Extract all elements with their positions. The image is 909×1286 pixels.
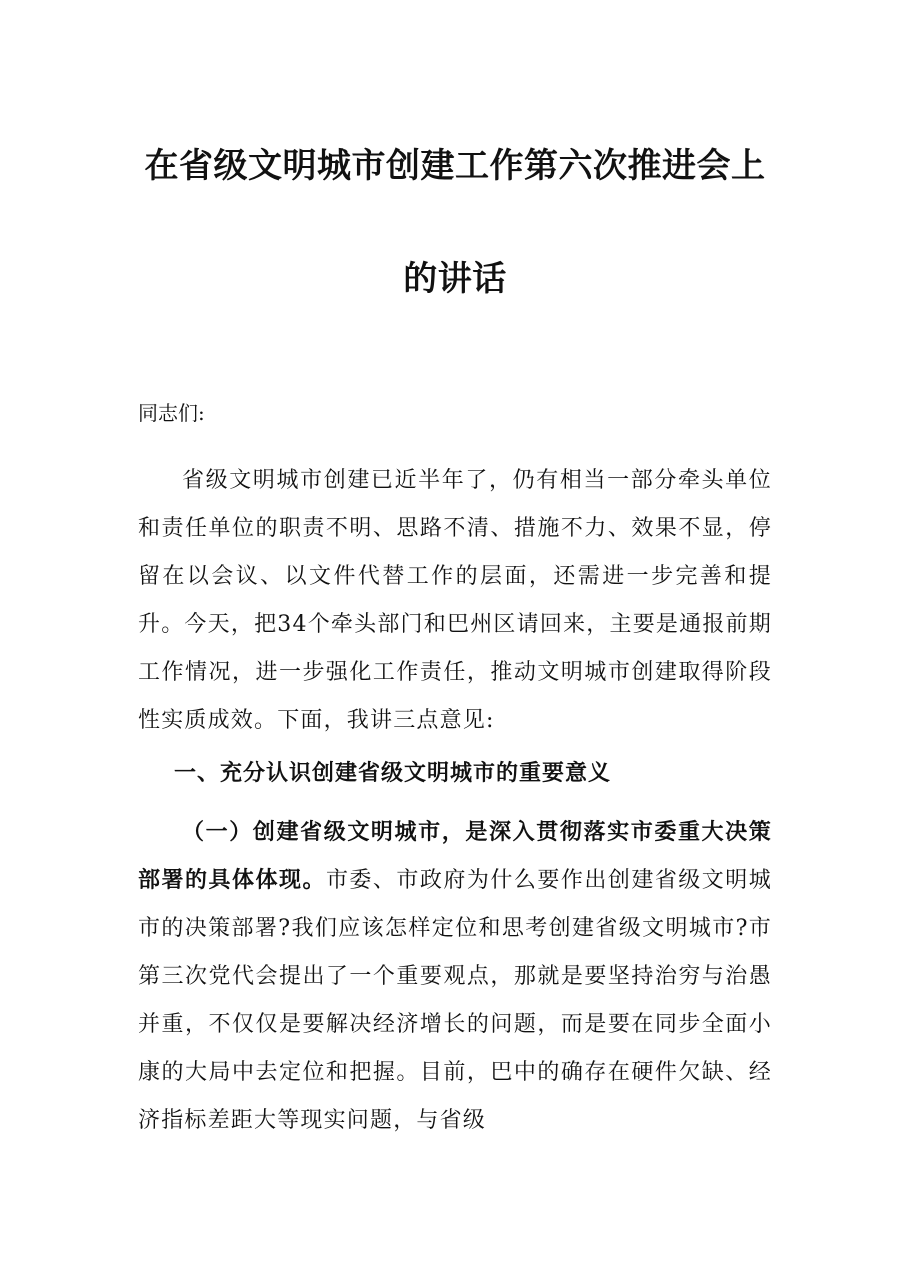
point-1-paragraph xyxy=(138,809,772,1145)
section-heading-1: 一、充分认识创建省级文明城市的重要意义 xyxy=(174,761,612,786)
point-1-lead: （一）创建省级文明城市，是深入贯彻落实市委重大决策部署的具体体现。 xyxy=(138,820,772,893)
point-1-body: 市委、市政府为什么要作出创建省级文明城市的决策部署?我们应该怎样定位和思考创建省级文明城市?市第三次党代会提出了一个重要观点，那就是要坚持治穷与治愚并重，不仅仅是要解决经济增长的问题，而是要在同步全面小康的大局中去定位和把握。目前，巴中的确存在硬件欠缺、经济指标差距大等现实问题，与省级 xyxy=(138,868,772,1133)
opening-paragraph: 省级文明城市创建已近半年了，仍有相当一部分牵头单位和责任单位的职责不明、思路不清、措施不力、效果不显，停留在以会议、以文件代替工作的层面，还需进一步完善和提升。今天，把34个牵头部门和巴州区请回来，主要是通报前期工作情况，进一步强化工作责任，推动文明城市创建取得阶段性实质成效。下面，我讲三点意见: xyxy=(138,468,772,733)
salutation: 同志们: xyxy=(138,401,205,425)
document-title-line-2: 的讲话 xyxy=(403,259,507,299)
document-title-line-1: 在省级文明城市创建工作第六次推进会上 xyxy=(144,146,766,186)
